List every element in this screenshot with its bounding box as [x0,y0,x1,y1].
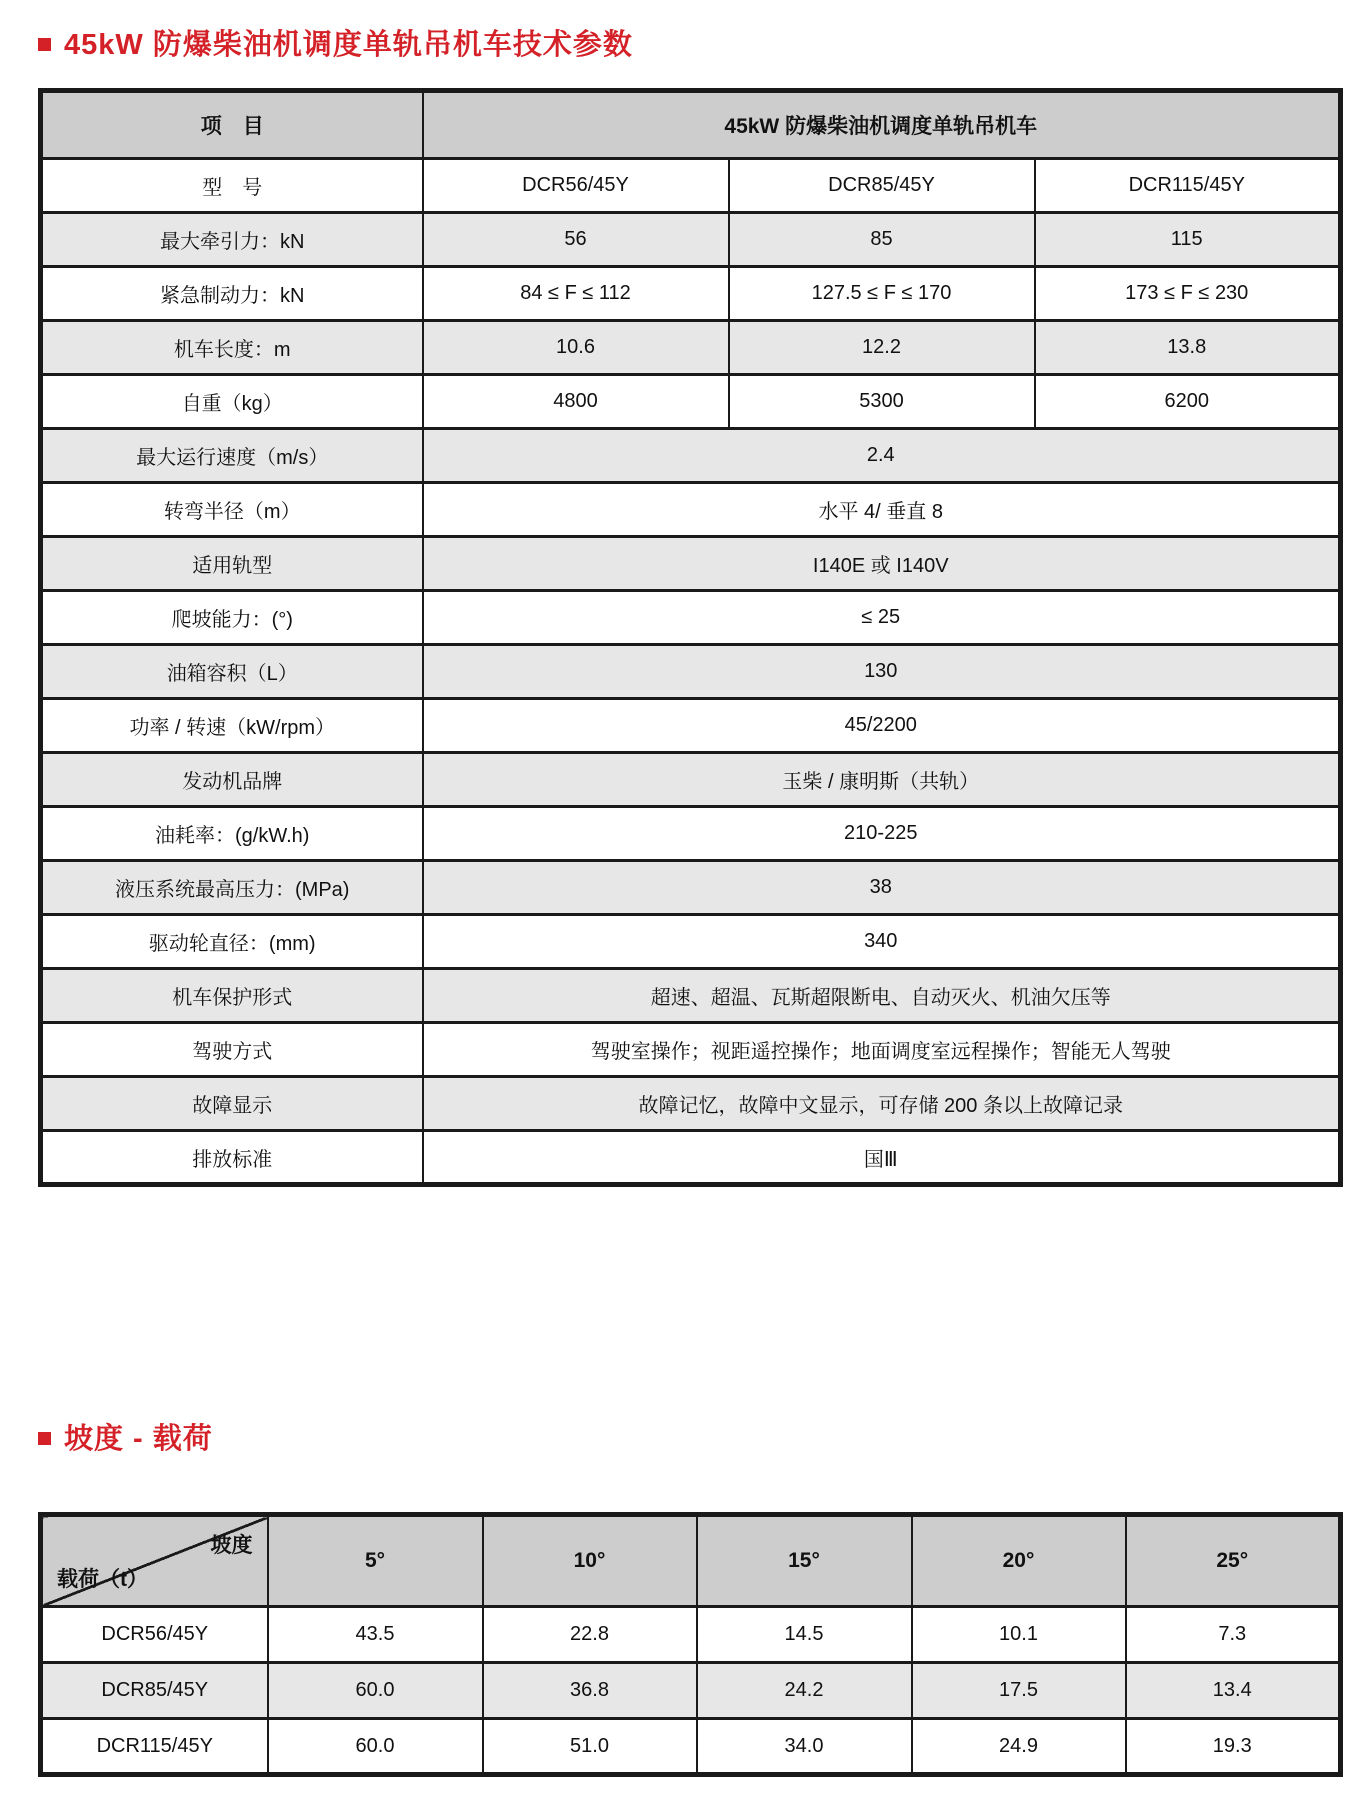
spec-row-label: 机车保护形式 [41,969,423,1023]
spec-row-label: 驾驶方式 [41,1023,423,1077]
spec-row [41,321,1341,375]
slope-row-value: 13.4 [1126,1663,1341,1719]
spec-row [41,699,1341,753]
spec-row-label: 紧急制动力：kN [41,267,423,321]
spec-row-value: 85 [729,213,1035,267]
spec-row-value-merged: 超速、超温、瓦斯超限断电、自动灭火、机油欠压等 [423,969,1341,1023]
spec-row-value: 5300 [729,375,1035,429]
spec-row-label: 自重（kg） [41,375,423,429]
slope-row-value: 7.3 [1126,1607,1341,1663]
spec-row-label: 适用轨型 [41,537,423,591]
spec-row-value: 13.8 [1035,321,1341,375]
slope-column-header: 20° [912,1515,1126,1607]
slope-row-value: 34.0 [697,1719,912,1775]
spec-row [41,591,1341,645]
slope-column-header: 25° [1126,1515,1341,1607]
section-title-slope-load [38,1416,213,1457]
spec-row-value: DCR85/45Y [729,159,1035,213]
slope-table-body [41,1607,1341,1775]
section-title-specs-text: 45kW 防爆柴油机调度单轨吊机车技术参数 [64,29,633,61]
spec-row-label: 排放标准 [41,1131,423,1185]
spec-row-value-merged: 2.4 [423,429,1341,483]
spec-row [41,645,1341,699]
spec-row-value: 127.5 ≤ F ≤ 170 [729,267,1035,321]
spec-row-value: DCR115/45Y [1035,159,1341,213]
spec-row-value: 12.2 [729,321,1035,375]
spec-row-label: 液压系统最高压力：(MPa) [41,861,423,915]
spec-row [41,375,1341,429]
spec-row-value: 173 ≤ F ≤ 230 [1035,267,1341,321]
section-title-slope-load-text: 坡度 - 载荷 [64,1423,213,1455]
spec-row [41,429,1341,483]
spec-row [41,1023,1341,1077]
slope-row-value: 10.1 [912,1607,1126,1663]
spec-row [41,915,1341,969]
red-square-bullet-icon [38,38,51,51]
slope-row-model: DCR56/45Y [41,1607,268,1663]
slope-row-value: 14.5 [697,1607,912,1663]
spec-row-value: 115 [1035,213,1341,267]
spec-row-label: 转弯半径（m） [41,483,423,537]
spec-row [41,861,1341,915]
spec-row-value-merged: 38 [423,861,1341,915]
spec-row [41,1077,1341,1131]
slope-column-header: 10° [483,1515,697,1607]
spec-row-value-merged: 驾驶室操作；视距遥控操作；地面调度室远程操作；智能无人驾驶 [423,1023,1341,1077]
section-title-specs [38,22,633,63]
slope-row-value: 36.8 [483,1663,697,1719]
spec-row-value-merged: 130 [423,645,1341,699]
spec-row-value-merged: 玉柴 / 康明斯（共轨） [423,753,1341,807]
spec-row-label: 最大运行速度（m/s） [41,429,423,483]
spec-row-label: 发动机品牌 [41,753,423,807]
spec-row-value: 84 ≤ F ≤ 112 [423,267,729,321]
slope-row-value: 17.5 [912,1663,1126,1719]
slope-corner-label-load: 载荷（t） [57,1568,148,1591]
spec-row-value-merged: 210-225 [423,807,1341,861]
spec-row [41,1131,1341,1185]
spec-row-value: 56 [423,213,729,267]
spec-row [41,807,1341,861]
slope-corner-label-slope: 坡度 [210,1534,253,1557]
slope-header-row [41,1515,1341,1607]
spec-row [41,969,1341,1023]
spec-header-product-label: 45kW 防爆柴油机调度单轨吊机车 [423,91,1341,159]
slope-column-header: 5° [268,1515,483,1607]
spec-row-label: 油箱容积（L） [41,645,423,699]
spec-row-label: 驱动轮直径：(mm) [41,915,423,969]
slope-row [41,1607,1341,1663]
spec-row-value-merged: 故障记忆，故障中文显示，可存储 200 条以上故障记录 [423,1077,1341,1131]
spec-row [41,483,1341,537]
spec-row-value: 10.6 [423,321,729,375]
slope-row-model: DCR85/45Y [41,1663,268,1719]
spec-row-label: 型 号 [41,159,423,213]
slope-row-value: 43.5 [268,1607,483,1663]
slope-row-value: 24.2 [697,1663,912,1719]
slope-row [41,1663,1341,1719]
spec-row-value: 4800 [423,375,729,429]
slope-corner-cell [41,1515,268,1607]
spec-row-label: 爬坡能力：(°) [41,591,423,645]
spec-row-label: 油耗率：(g/kW.h) [41,807,423,861]
spec-row-value-merged: ≤ 25 [423,591,1341,645]
spec-header-item-label: 项 目 [41,91,423,159]
spec-row-label: 最大牵引力：kN [41,213,423,267]
spec-row-value: DCR56/45Y [423,159,729,213]
spec-row [41,267,1341,321]
spec-row-value-merged: I140E 或 I140V [423,537,1341,591]
slope-load-table [38,1512,1343,1777]
slope-column-header: 15° [697,1515,912,1607]
spec-row [41,213,1341,267]
spec-row-value-merged: 45/2200 [423,699,1341,753]
spec-row [41,159,1341,213]
spec-header-row [41,91,1341,159]
spec-row-label: 机车长度：m [41,321,423,375]
spec-row-value-merged: 水平 4/ 垂直 8 [423,483,1341,537]
slope-row-value: 51.0 [483,1719,697,1775]
slope-row-value: 60.0 [268,1663,483,1719]
slope-row-value: 19.3 [1126,1719,1341,1775]
spec-row-label: 功率 / 转速（kW/rpm） [41,699,423,753]
spec-row [41,537,1341,591]
spec-table-body [41,159,1341,1185]
spec-row-value-merged: 国Ⅲ [423,1131,1341,1185]
slope-row-value: 60.0 [268,1719,483,1775]
slope-row-value: 22.8 [483,1607,697,1663]
spec-table [38,88,1343,1187]
slope-row [41,1719,1341,1775]
spec-row-label: 故障显示 [41,1077,423,1131]
spec-row-value-merged: 340 [423,915,1341,969]
slope-row-value: 24.9 [912,1719,1126,1775]
slope-row-model: DCR115/45Y [41,1719,268,1775]
red-square-bullet-icon [38,1432,51,1445]
spec-row-value: 6200 [1035,375,1341,429]
spec-row [41,753,1341,807]
